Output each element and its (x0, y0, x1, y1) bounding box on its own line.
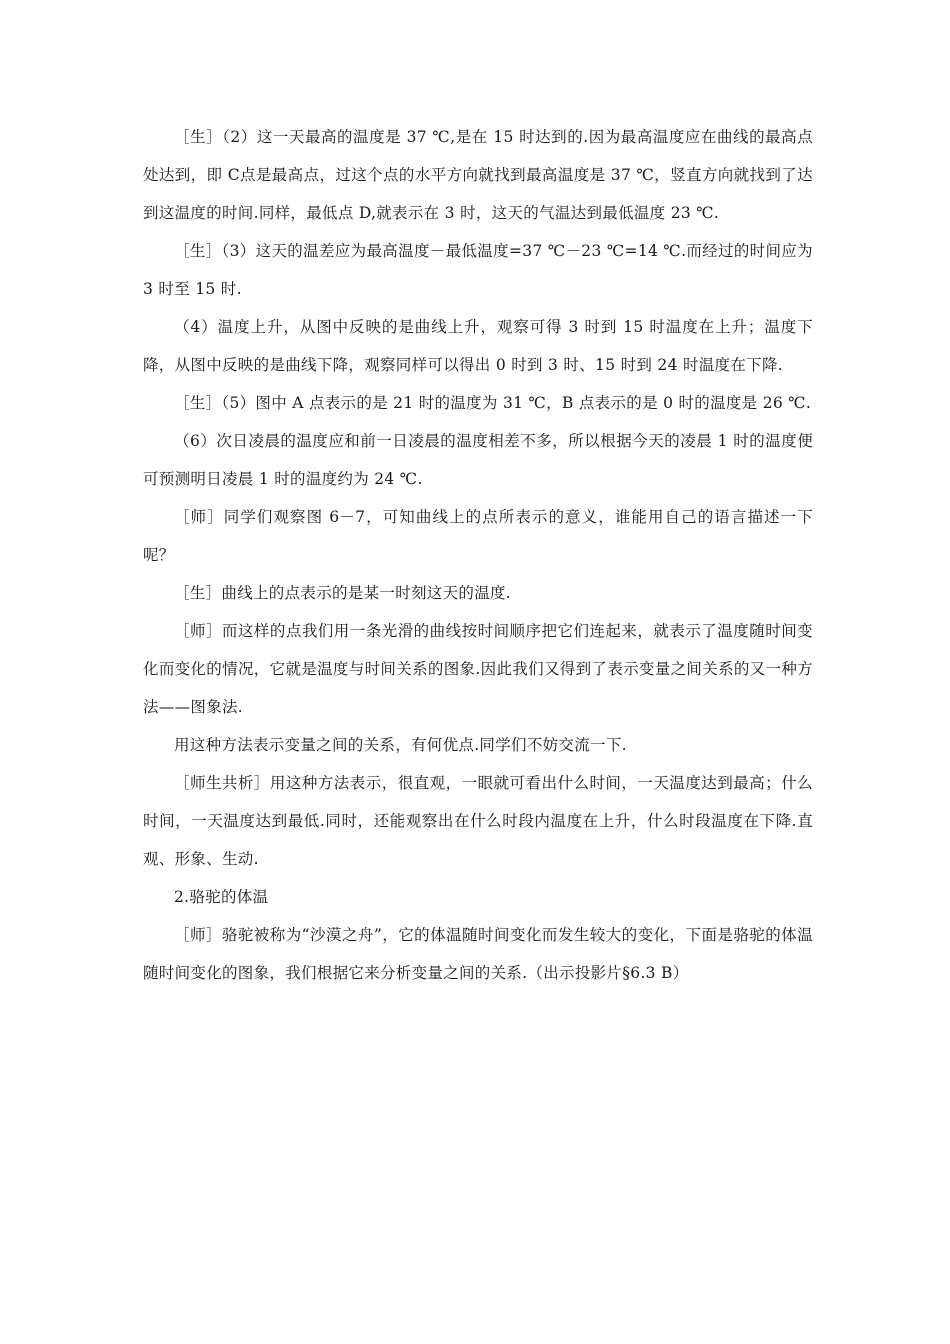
paragraph-discussion-prompt: 用这种方法表示变量之间的关系，有何优点.同学们不妨交流一下. (174, 736, 627, 754)
paragraph-camel-intro: ［师］骆驼被称为“沙漠之舟”，它的体温随时间变化而发生较大的变化，下面是骆驼的体温随时间变化的图象，我们根据它来分析变量之间的关系.（出示投影片§6.3 B） (143, 926, 813, 982)
paragraph-prediction: （6）次日凌晨的温度应和前一日凌晨的温度相差不多，所以根据今天的凌晨 1 时的温度便可预测明日凌晨 1 时的温度约为 24 ℃. (143, 432, 813, 488)
paragraph-student-answer: ［生］曲线上的点表示的是某一时刻这天的温度. (174, 584, 512, 602)
paragraph-graph-method: ［师］而这样的点我们用一条光滑的曲线按时间顺序把它们连起来，就表示了温度随时间变化而变化的情况，它就是温度与时间关系的图象.因此我们又得到了表示变量之间关系的又一种方法——图象法. (143, 622, 813, 716)
section-heading-camel-temperature: 2.骆驼的体温 (174, 888, 269, 906)
paragraph-joint-analysis: ［师生共析］用这种方法表示，很直观，一眼就可看出什么时间，一天温度达到最高；什么时间，一天温度达到最低.同时，还能观察出在什么时段内温度在上升，什么时段温度在下降.直观、形象、生动. (143, 774, 813, 868)
paragraph-points-a-b: ［生］（5）图中 A 点表示的是 21 时的温度为 31 ℃，B 点表示的是 0 时的温度是 26 ℃. (174, 394, 812, 412)
paragraph-highest-temperature: ［生］（2）这一天最高的温度是 37 ℃,是在 15 时达到的.因为最高温度应在曲线的最高点处达到，即 C点是最高点，过这个点的水平方向就找到最高温度是 37 ℃，竖直方向就找到了达到这温度的时间.同样，最低点 D,就表示在 3 时，这天的气温达到最低温度 23 ℃. (143, 128, 813, 222)
paragraph-temperature-difference: ［生］（3）这天的温差应为最高温度－最低温度=37 ℃－23 ℃=14 ℃.而经过的时间应为 3 时至 15 时. (143, 242, 813, 298)
paragraph-teacher-question: ［师］同学们观察图 6－7，可知曲线上的点所表示的意义，谁能用自己的语言描述一下呢？ (143, 508, 813, 564)
document-body (143, 118, 813, 992)
paragraph-rise-fall: （4）温度上升，从图中反映的是曲线上升，观察可得 3 时到 15 时温度在上升；温度下降，从图中反映的是曲线下降，观察同样可以得出 0 时到 3 时、15 时到 24 时温度在下降. (143, 318, 813, 374)
